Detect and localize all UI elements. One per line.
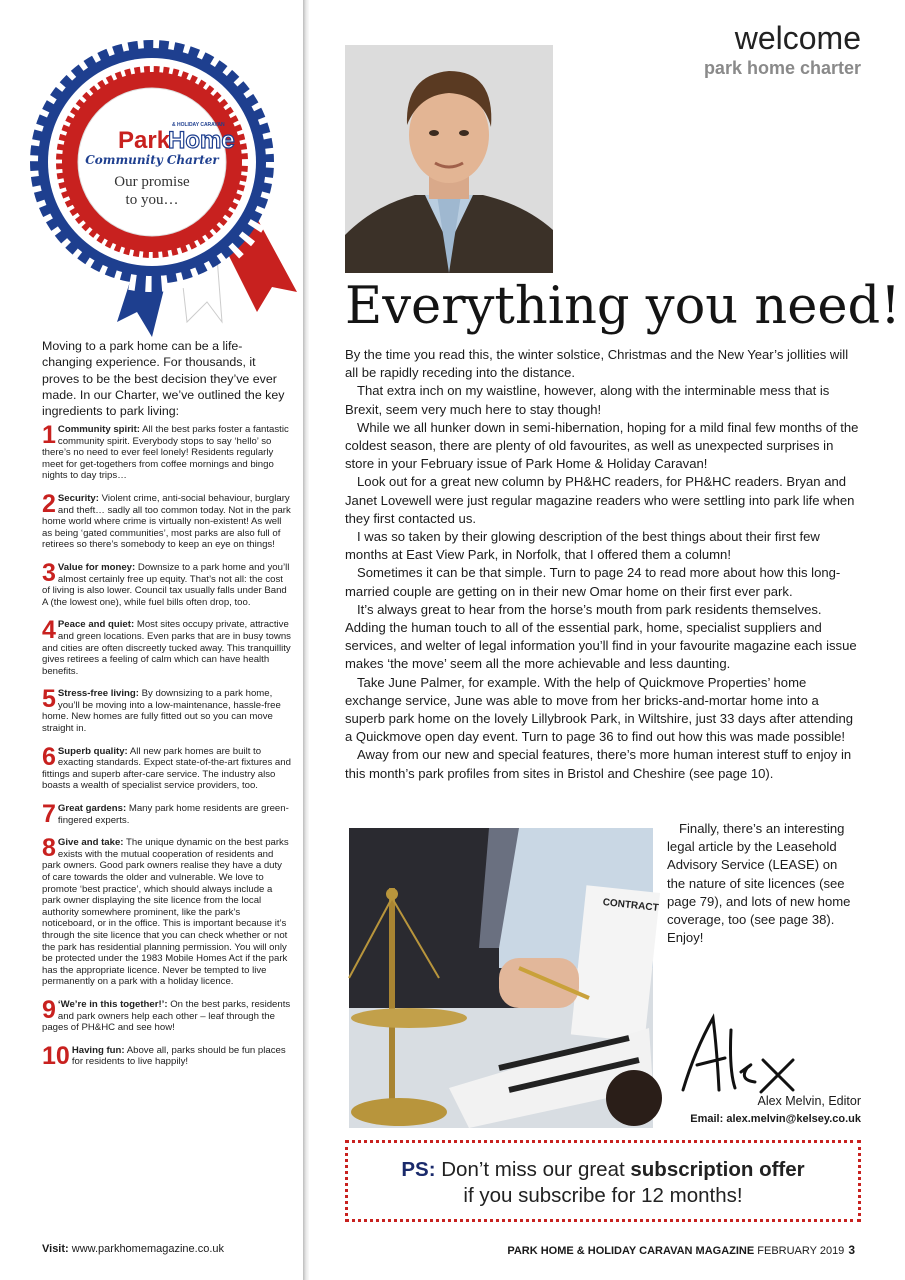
article-paragraph: Look out for a great new column by PH&HC readers, for PH&HC readers. Bryan and Janet Lovewell were just regular magazine readers who were settling into park life when they first contacted us. [345,474,855,526]
article-paragraph: While we all hunker down in semi-hibernation, hoping for a mild final few months of the coldest season, there are plenty of old favourites, as well as unexpected surprises in store in your February issue of Park Home & Holiday Caravan! [345,419,859,472]
article-paragraph: I was so taken by their glowing description of the best things about their first few months at East View Park, in Norfolk, that I offered them a column! [345,529,820,563]
tip-number: 6 [42,742,56,771]
tip-number: 1 [42,421,56,449]
rosette-brand-home: Home [168,127,235,154]
tip-text: On the best parks, residents and park owners help each other – leaf through the pages of PH&HC and see how! [42,998,291,1034]
rosette-title: Community Charter [85,153,219,167]
article-paragraph: Sometimes it can be that simple. Turn to page 24 to read more about how this long-married couple are getting on in their new Omar home on their first ever park. [345,565,841,599]
tip-number: 2 [42,489,56,518]
tip-title: Having fun: [71,1044,125,1056]
tip-text: Violent crime, anti-social behaviour, burglary and theft… sadly all too common today. Not in the park home world where crime is virtually non-existent! As well as being ‘gated communities’, most parks are also full of retirees so there’s somebody to keep an eye on things! [42,492,291,551]
visit-label: Visit: [42,1243,69,1255]
charter-tip [42,1041,292,1070]
tip-text: Many park home residents are green-fingered experts. [57,803,289,826]
ps-subscription-box[interactable] [345,1140,861,1222]
tip-title: Stress-free living: [57,688,139,700]
tip-title: Superb quality: [57,745,128,757]
footer-visit [42,1243,224,1255]
charter-tip [42,489,292,551]
editor-signature [675,1010,805,1100]
tip-text: The unique dynamic on the best parks exists with the mutual cooperation of residents and park owners. Good park owners realise they have a duty of care towards the older and vulnerable. We love to promote ‘best practice’, which should always include a park owner displaying the site licence from the local authority somewhere prominent, like the park’s noticeboard, or in the office. This is important because it’s through the site licence that you can check whether or not the park has residential planning permission. You will only be protected under the 1983 Mobile Homes Act if the park has the appropriate licence. Never be tempted to live permanently on a park with a holiday licence. [42,837,289,988]
article-paragraph: Take June Palmer, for example. With the help of Quickmove Properties’ home exchange service, June was able to move from her bricks-and-mortar home into a superb park home on the lovely Lillybrook Park, in Wiltshire, just 33 days after attending a Quickmove open day event. Turn to page 36 to find out how this was made possible! [345,674,854,745]
tip-number: 4 [42,616,56,645]
tip-title: ‘We’re in this together!’: [57,998,168,1010]
section-title: welcome [734,20,861,56]
tip-number: 7 [42,800,56,829]
tip-number: 3 [42,558,56,587]
charter-tip [42,995,292,1034]
ps-text: Don’t miss our great [435,1158,631,1181]
page-number: 3 [848,1243,855,1257]
ps-highlight: subscription offer [630,1158,805,1181]
tip-number: 5 [42,685,56,714]
editor-email[interactable]: Email: alex.melvin@kelsey.co.uk [690,1113,861,1125]
charter-tip [42,685,292,735]
tip-text: Above all, parks should be fun places for residents to live happily! [71,1044,286,1068]
charter-sidebar [0,0,303,1280]
tip-title: Security: [57,492,99,504]
signature-text: Alex [675,1010,677,1011]
footer-magazine: PARK HOME & HOLIDAY CARAVAN MAGAZINE [507,1245,755,1257]
section-subtitle: park home charter [703,58,861,78]
tip-text: By downsizing to a park home, you’ll be moving into a low-maintenance, hassle-free home. New homes are fully fitted out so you can move straight in. [42,688,281,735]
editor-portrait [345,45,553,273]
tip-title: Community spirit: [57,424,140,435]
article-paragraph: That extra inch on my waistline, however, along with the interminable mess that is Brexit, seem very much here to stay though! [345,383,830,417]
editorial-column [309,0,905,1280]
charter-tip [42,742,292,792]
charter-tip [42,800,292,829]
tip-number: 8 [42,834,56,863]
ps-lead: PS: [401,1158,436,1181]
tip-title: Great gardens: [57,803,127,815]
section-header [704,20,861,79]
rosette-brand-park: Park [118,127,171,154]
visit-url[interactable]: www.parkhomemagazine.co.uk [68,1243,224,1255]
rosette-promise-2: to you… [125,192,179,208]
article-body [345,346,861,783]
article-wrap-paragraph [667,820,859,947]
charter-tips-list [42,421,292,1079]
footer-issue: FEBRUARY 2019 [754,1245,845,1257]
charter-tip [42,834,292,988]
article-headline: Everything you need! [345,277,901,336]
tip-number: 9 [42,995,56,1024]
article-paragraph: It’s always great to hear from the horse’s mouth from park residents themselves. Adding the human touch to all of the essential park, home, specialist suppliers and services, and welter of legal information you’ll find in your favourite magazine each issue makes ‘the move’ seem all the more achievable and less daunting. [345,601,857,672]
article-paragraph: By the time you read this, the winter solstice, Christmas and the New Year’s jollities will all be rapidly receding into the distance. [345,347,849,381]
contract-photo [349,828,660,1128]
rosette-brand-small: & HOLIDAY CARAVAN [172,122,225,128]
charter-intro: Moving to a park home can be a life-changing experience. For thousands, it proves to be the best decision they’ve ever made. In our Charter, we’ve outlined the key ingredients to park living: [42,339,285,419]
charter-tip [42,616,292,677]
tip-title: Give and take: [57,837,124,849]
editor-credit [690,1092,861,1128]
ps-line2: if you subscribe for 12 months! [463,1184,743,1207]
tip-text: Downsize to a park home and you’ll almost certainly free up equity. That’s not all: the cost of living is also lower. Council tax usually falls under Band A (the lowest one), while fuel bills often drop, too. [42,561,290,608]
tip-text: All new park homes are built to exacting standards. Expect state-of-the-art fixtures and fittings and superb after-care service. The industry also boasts a wealth of specialist service providers, too. [42,745,291,792]
editor-name: Alex Melvin, Editor [757,1094,861,1108]
article-paragraph: Away from our new and special features, there’s more human interest stuff to enjoy in this month’s park profiles from sites in Bristol and Cheshire (see page 10). [345,747,852,781]
charter-rosette [22,22,302,342]
rosette-promise-1: Our promise [114,174,190,190]
tip-text: All the best parks foster a fantastic community spirit. Everybody stops to say ‘hello’ so there’s no need to ever feel lonely! Residents regularly meet for get-togethers from coffee mornings and bingo nights to day trips… [42,424,289,482]
tip-title: Value for money: [57,561,136,573]
charter-tip [42,558,292,608]
article-paragraph-final: Finally, there’s an interesting legal article by the Leasehold Advisory Service (LEASE) on the nature of site licences (see page 79), and lots of new home coverage, too (see page 38). Enjoy! [667,821,851,946]
tip-title: Peace and quiet: [57,619,135,631]
tip-number: 10 [42,1041,70,1070]
contract-label: CONTRACT [602,897,660,914]
page-footer [507,1243,855,1257]
charter-tip [42,421,292,482]
tip-text: Most sites occupy private, attractive and green locations. Even parks that are in busy towns and cities are often discreetly tucked away. This tranquillity gives retirees a feeling of calm which can have health benefits. [42,619,291,677]
